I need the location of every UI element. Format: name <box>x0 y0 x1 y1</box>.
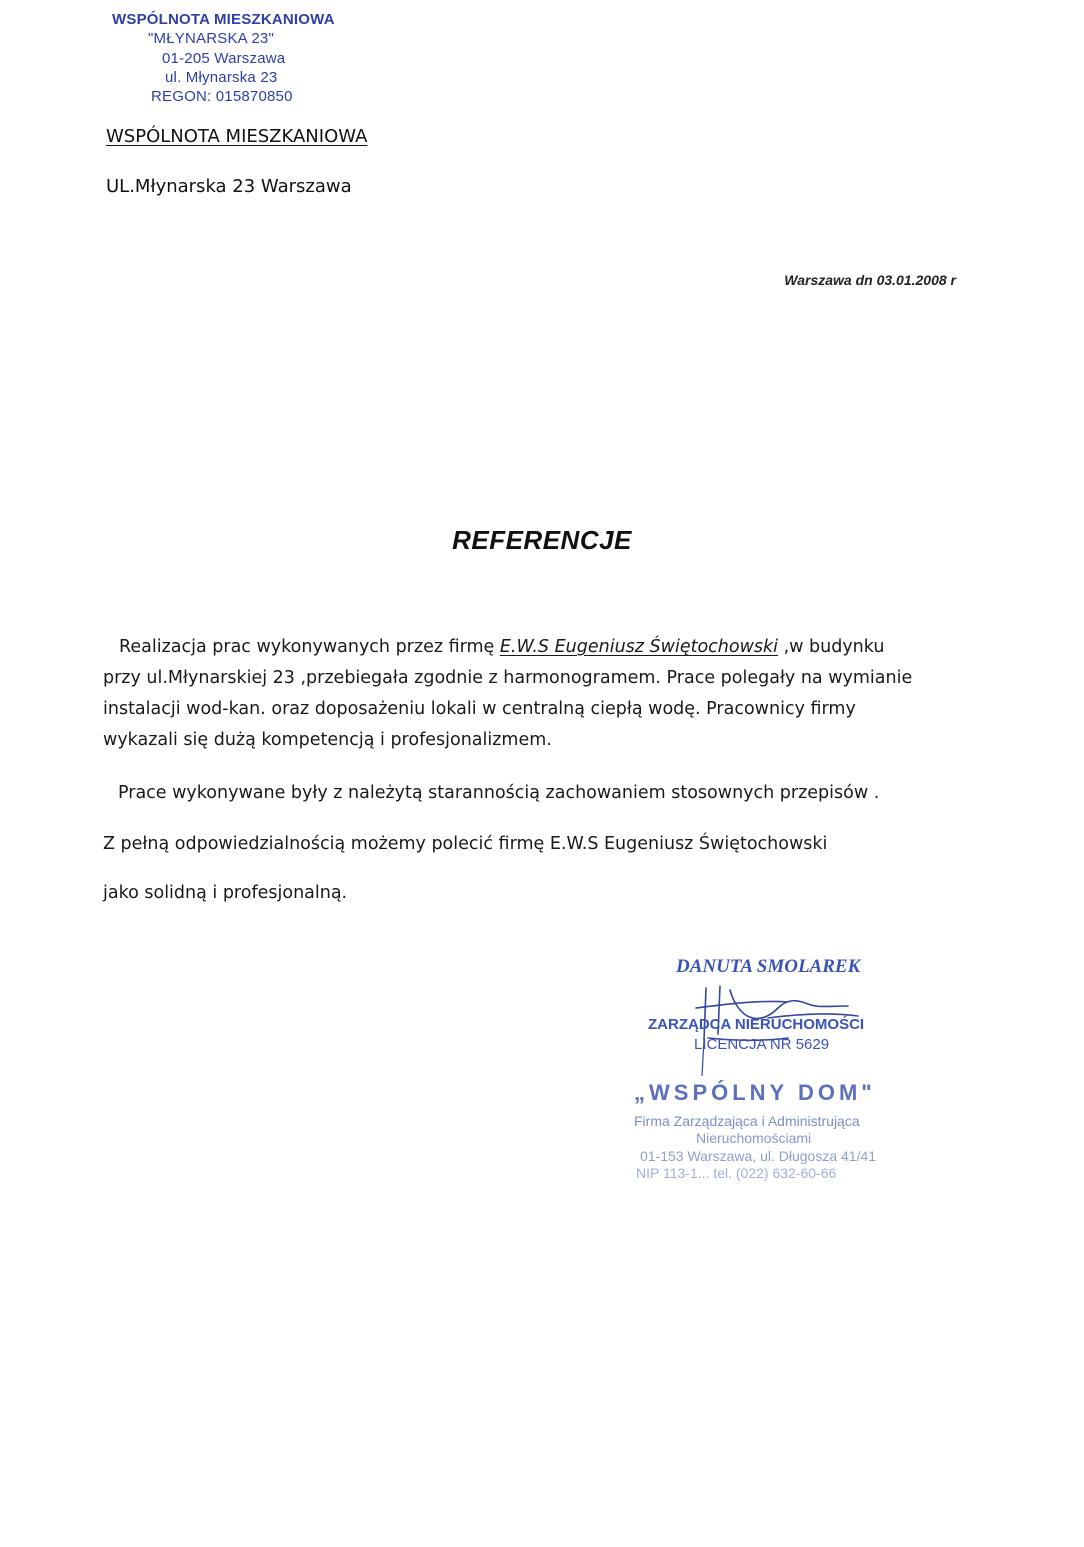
paragraph-diligence: Prace wykonywane były z należytą starannością zachowaniem stosownych przepisów . <box>118 783 880 803</box>
paragraph-work-description <box>103 632 983 756</box>
stamp-line-street-name: "MŁYNARSKA 23" <box>148 30 275 47</box>
organization-name: WSPÓLNOTA MIESZKANIOWA <box>106 126 368 147</box>
organization-address: UL.Młynarska 23 Warszawa <box>106 176 352 197</box>
firm-name: E.W.S Eugeniusz Świętochowski <box>499 637 779 657</box>
company-address: 01-153 Warszawa, ul. Długosza 41/41 <box>640 1148 877 1164</box>
paragraph-line: wykazali się dużą kompetencją i profesjonalizmem. <box>103 730 552 750</box>
paragraph-line <box>103 632 983 663</box>
paragraph-line: przy ul.Młynarskiej 23 ,przebiegała zgodnie z harmonogramem. Prace polegały na wymianie <box>103 668 913 688</box>
stamp-line-street: ul. Młynarska 23 <box>165 69 278 86</box>
company-description: Firma Zarządzająca i Administrująca <box>634 1113 860 1129</box>
stamp-line-regon: REGON: 015870850 <box>151 88 293 105</box>
paragraph-closing: jako solidną i profesjonalną. <box>103 883 348 903</box>
stamp-line-postal: 01-205 Warszawa <box>162 50 286 67</box>
company-name: „WSPÓLNY DOM" <box>634 1080 876 1105</box>
company-nip-phone: NIP 113-1... tel. (022) 632-60-66 <box>636 1165 837 1181</box>
signatory-license: LICENCJA NR 5629 <box>694 1036 830 1053</box>
letter-date: Warszawa dn 03.01.2008 r <box>784 272 956 288</box>
paragraph-text: Realizacja prac wykonywanych przez firmę <box>119 637 500 657</box>
signatory-role: ZARZĄDCA NIERUCHOMOŚCI <box>648 1016 865 1033</box>
stamp-line-name: WSPÓLNOTA MIESZKANIOWA <box>112 11 335 28</box>
company-description-2: Nieruchomościami <box>696 1130 812 1146</box>
document-title: REFERENCJE <box>452 525 632 555</box>
signatory-name: DANUTA SMOLAREK <box>676 956 861 977</box>
paragraph-line: instalacji wod-kan. oraz doposażeniu lokali w centralną ciepłą wodę. Pracownicy firmy <box>103 699 856 719</box>
paragraph-recommendation: Z pełną odpowiedzialnością możemy polecić firmę E.W.S Eugeniusz Świętochowski <box>103 834 828 854</box>
paragraph-text: ,w budynku <box>778 637 885 657</box>
